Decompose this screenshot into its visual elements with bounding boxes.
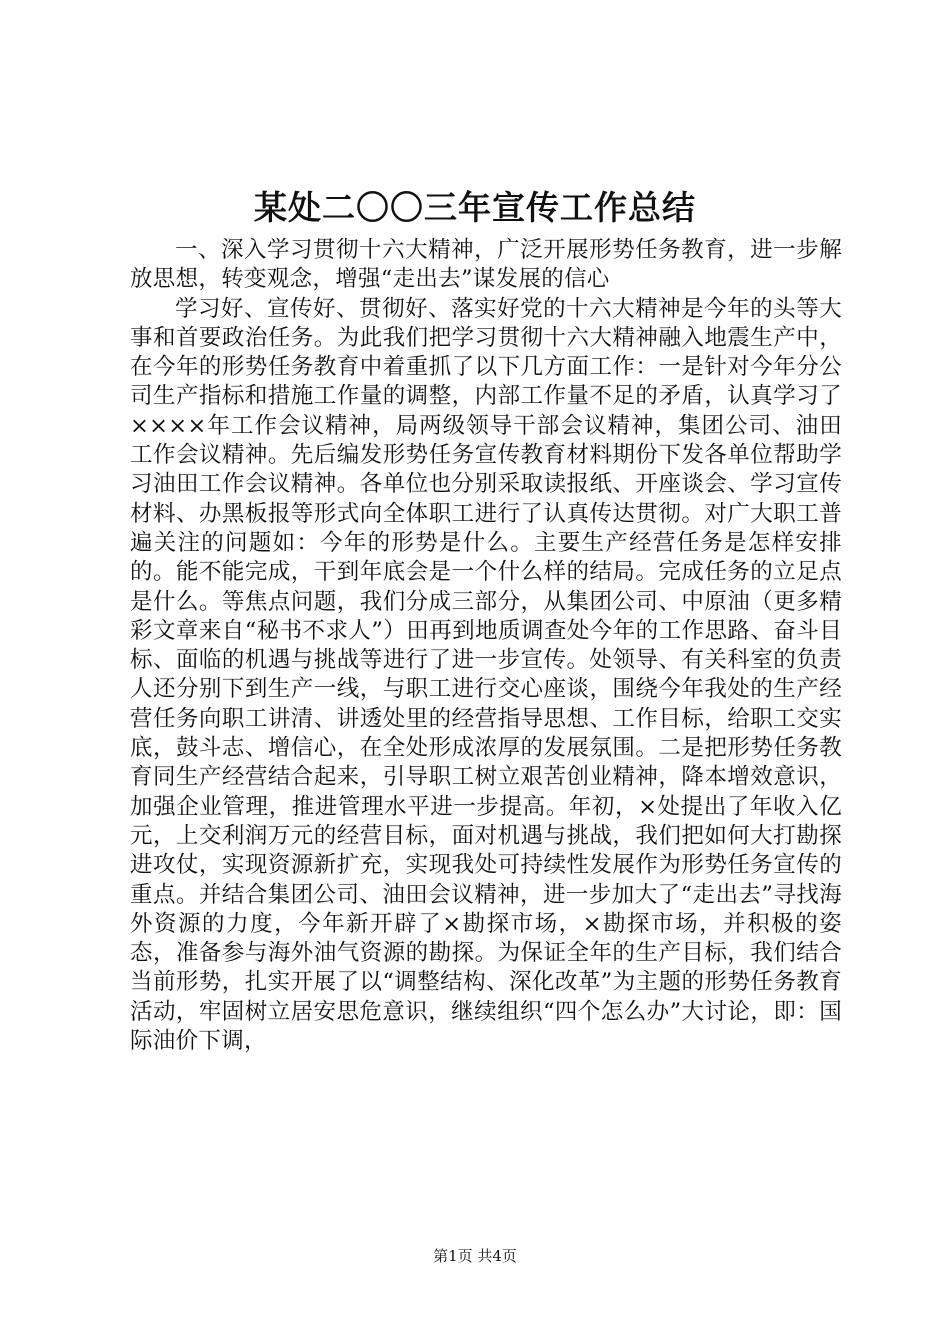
page-footer: 第1页 共4页	[433, 1247, 517, 1265]
body-paragraph: 学习好、宣传好、贯彻好、落实好党的十六大精神是今年的头等大事和首要政治任务。为此我们把学习贯彻十六大精神融入地震生产中，在今年的形势任务教育中着重抓了以下几方面工作：一是针对今年分公司生产指标和措施工作量的调整，内部工作量不足的矛盾，认真学习了××××年工作会议精神，局两级领导干部会议精神，集团公司、油田工作会议精神。先后编发形势任务宣传教育材料期份下发各单位帮助学习油田工作会议精神。各单位也分别采取读报纸、开座谈会、学习宣传材料、办黑板报等形式向全体职工进行了认真传达贯彻。对广大职工普遍关注的问题如：今年的形势是什么。主要生产经营任务是怎样安排的。能不能完成，干到年底会是一个什么样的结局。完成任务的立足点是什么。等焦点问题，我们分成三部分，从集团公司、中原油（更多精彩文章来自“秘书不求人”）田再到地质调查处今年的工作思路、奋斗目标、面临的机遇与挑战等进行了进一步宣传。处领导、有关科室的负责人还分别下到生产一线，与职工进行交心座谈，围绕今年我处的生产经营任务向职工讲清、讲透处里的经营指导思想、工作目标，给职工交实底，鼓斗志、增信心，在全处形成浓厚的发展氛围。二是把形势任务教育同生产经营结合起来，引导职工树立艰苦创业精神，降本增效意识，加强企业管理，推进管理水平进一步提高。年初，×处提出了年收入亿元，上交利润万元的经营目标，面对机遇与挑战，我们把如何大打勘探进攻仗，实现资源新扩充，实现我处可持续性发展作为形势任务宣传的重点。并结合集团公司、油田会议精神，进一步加大了“走出去”寻找海外资源的力度，今年新开辟了×勘探市场，×勘探市场，并积极的姿态，准备参与海外油气资源的勘探。为保证全年的生产目标，我们结合当前形势，扎实开展了以“调整结构、深化改革”为主题的形势任务教育活动，牢固树立居安思危意识，继续组织“四个怎么办”大讨论，即：国际油价下调，	[130, 295, 842, 1055]
document-title: 某处二〇〇三年宣传工作总结	[254, 188, 696, 227]
section-heading: 一、深入学习贯彻十六大精神，广泛开展形势任务教育，进一步解放思想，转变观念，增强“走出去”谋发展的信心	[130, 237, 842, 293]
document-body	[130, 236, 842, 1056]
